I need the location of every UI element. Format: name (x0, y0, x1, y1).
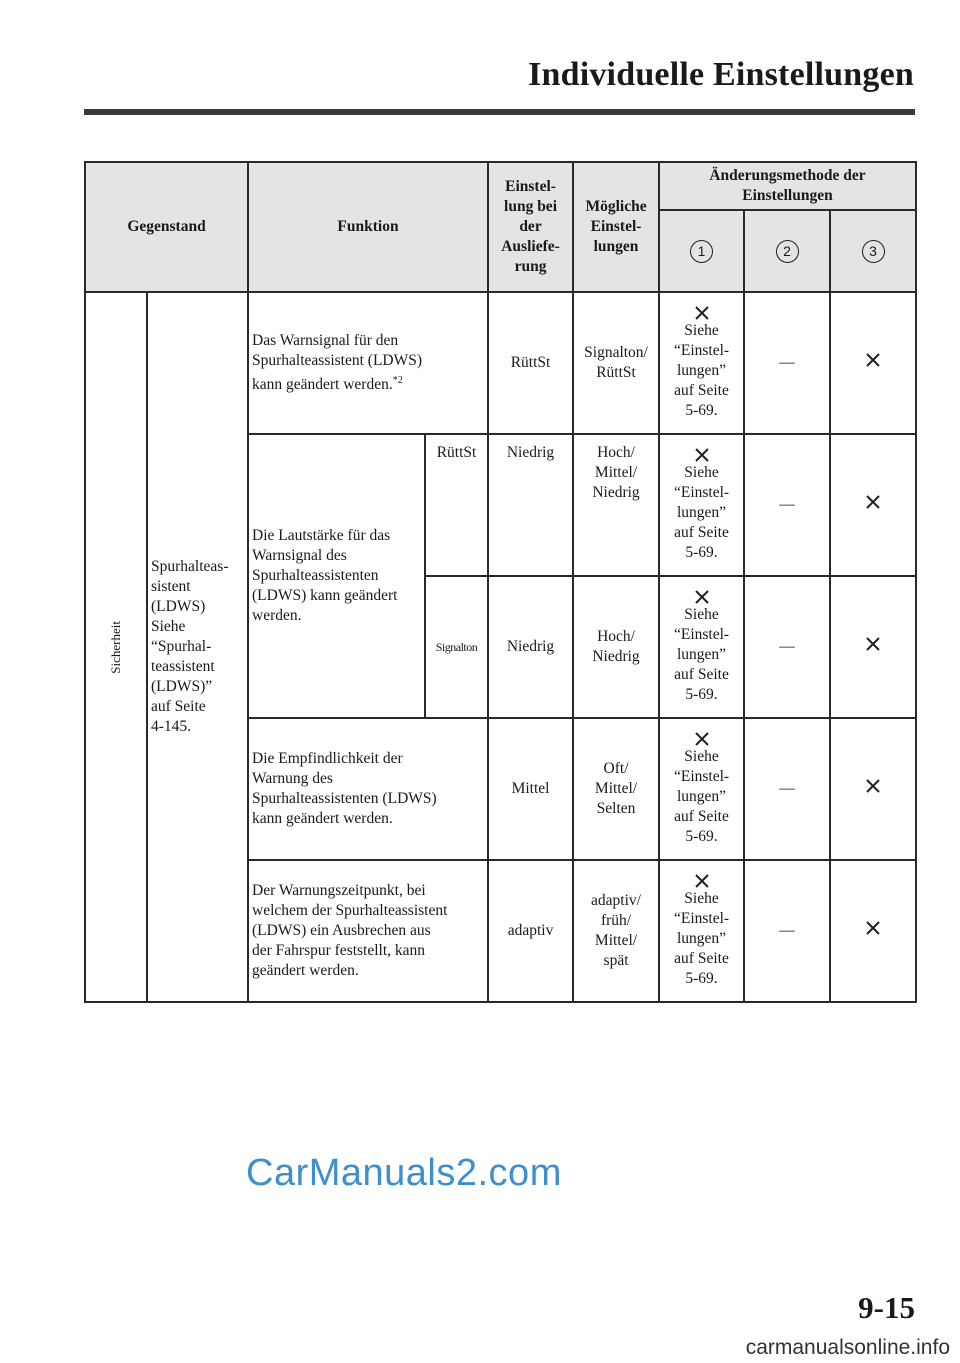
x-mark-icon (865, 636, 881, 652)
method-2-cell (744, 718, 830, 860)
options-cell: Hoch/ Mittel/ Niedrig (573, 434, 659, 576)
method-2-cell (744, 576, 830, 718)
method-1-ref: Siehe “Einstel- lungen” auf Seite 5-69. (673, 464, 730, 561)
method-2-cell (744, 434, 830, 576)
gegenstand-cell (85, 292, 147, 1002)
header-moegliche-einstellungen: Mögliche Einstel- lungen (573, 162, 659, 292)
circled-number-icon: 2 (776, 240, 799, 263)
x-mark-icon (865, 778, 881, 794)
header-gegenstand: Gegenstand (85, 162, 248, 292)
circled-number-icon: 3 (862, 240, 885, 263)
footer-url: carmanualsonline.info (745, 1336, 950, 1359)
header-funktion: Funktion (248, 162, 488, 292)
method-1-cell (659, 292, 744, 434)
dash-value: — (779, 354, 795, 371)
x-mark-icon (694, 447, 710, 463)
options-cell: adaptiv/ früh/ Mittel/ spät (573, 860, 659, 1002)
funktion-cell: Die Empfindlichkeit der Warnung des Spurhalteassistenten (LDWS) kann geändert werden. (248, 718, 488, 860)
dash-value: — (779, 922, 795, 939)
title-rule (84, 109, 915, 115)
x-mark-icon (694, 873, 710, 889)
options-cell: Oft/ Mittel/ Selten (573, 718, 659, 860)
dash-value: — (779, 496, 795, 513)
default-cell: RüttSt (488, 292, 573, 434)
header-aenderungsmethode: Änderungsmethode der Einstellungen (659, 162, 916, 210)
funktion-cell: Das Warnsignal für den Spurhalteassistent (LDWS) kann geändert werden.$^{*2}$ (248, 292, 488, 434)
sub-gegenstand-cell: Spurhalteas- sistent (LDWS) Siehe “Spurhal- teassistent (LDWS)” auf Seite 4-145. (147, 292, 248, 1002)
footnote-marker: *2 (392, 374, 403, 386)
method-3-cell (830, 292, 916, 434)
volume-function-cell: Die Lautstärke für das Warnsignal des Spurhalteassistenten (LDWS) kann geändert werden. (248, 434, 425, 718)
header-method-1 (659, 210, 744, 292)
default-cell: Mittel (488, 718, 573, 860)
method-3-cell (830, 434, 916, 576)
header-method-2 (744, 210, 830, 292)
method-1-ref: Siehe “Einstel- lungen” auf Seite 5-69. (673, 606, 730, 703)
funktion-cell: Der Warnungszeitpunkt, bei welchem der Spurhalteassistent (LDWS) ein Ausbrechen aus der Fahrspur feststellt, kann geändert werden. (248, 860, 488, 1002)
method-3-cell (830, 860, 916, 1002)
x-mark-icon (694, 731, 710, 747)
method-1-ref: Siehe “Einstel- lungen” auf Seite 5-69. (673, 748, 730, 845)
settings-table (84, 161, 917, 1003)
options-cell: Signalton/ RüttSt (573, 292, 659, 434)
method-3-cell (830, 718, 916, 860)
dash-value: — (779, 780, 795, 797)
method-1-cell (659, 434, 744, 576)
page-number: 9-15 (858, 1290, 915, 1325)
sub-function-cell: Signalton (425, 576, 488, 718)
header-method-3 (830, 210, 916, 292)
default-cell: Niedrig (488, 434, 573, 576)
x-mark-icon (694, 305, 710, 321)
circled-number-icon: 1 (690, 240, 713, 263)
method-1-cell (659, 718, 744, 860)
gegenstand-value: Sicherheit (108, 620, 123, 674)
x-mark-icon (694, 589, 710, 605)
x-mark-icon (865, 352, 881, 368)
method-1-ref: Siehe “Einstel- lungen” auf Seite 5-69. (673, 322, 730, 419)
default-cell: adaptiv (488, 860, 573, 1002)
x-mark-icon (865, 920, 881, 936)
method-2-cell (744, 860, 830, 1002)
options-cell: Hoch/ Niedrig (573, 576, 659, 718)
dash-value: — (779, 638, 795, 655)
method-1-cell (659, 576, 744, 718)
header-einstellung-auslieferung: Einstel- lung bei der Ausliefe- rung (488, 162, 573, 292)
method-2-cell (744, 292, 830, 434)
x-mark-icon (865, 494, 881, 510)
sub-function-cell: RüttSt (425, 434, 488, 576)
default-cell: Niedrig (488, 576, 573, 718)
page-title: Individuelle Einstellungen (528, 56, 914, 93)
method-1-ref: Siehe “Einstel- lungen” auf Seite 5-69. (673, 890, 730, 987)
table-row (85, 292, 916, 434)
method-3-cell (830, 576, 916, 718)
watermark: CarManuals2.com (246, 1152, 562, 1194)
method-1-cell (659, 860, 744, 1002)
